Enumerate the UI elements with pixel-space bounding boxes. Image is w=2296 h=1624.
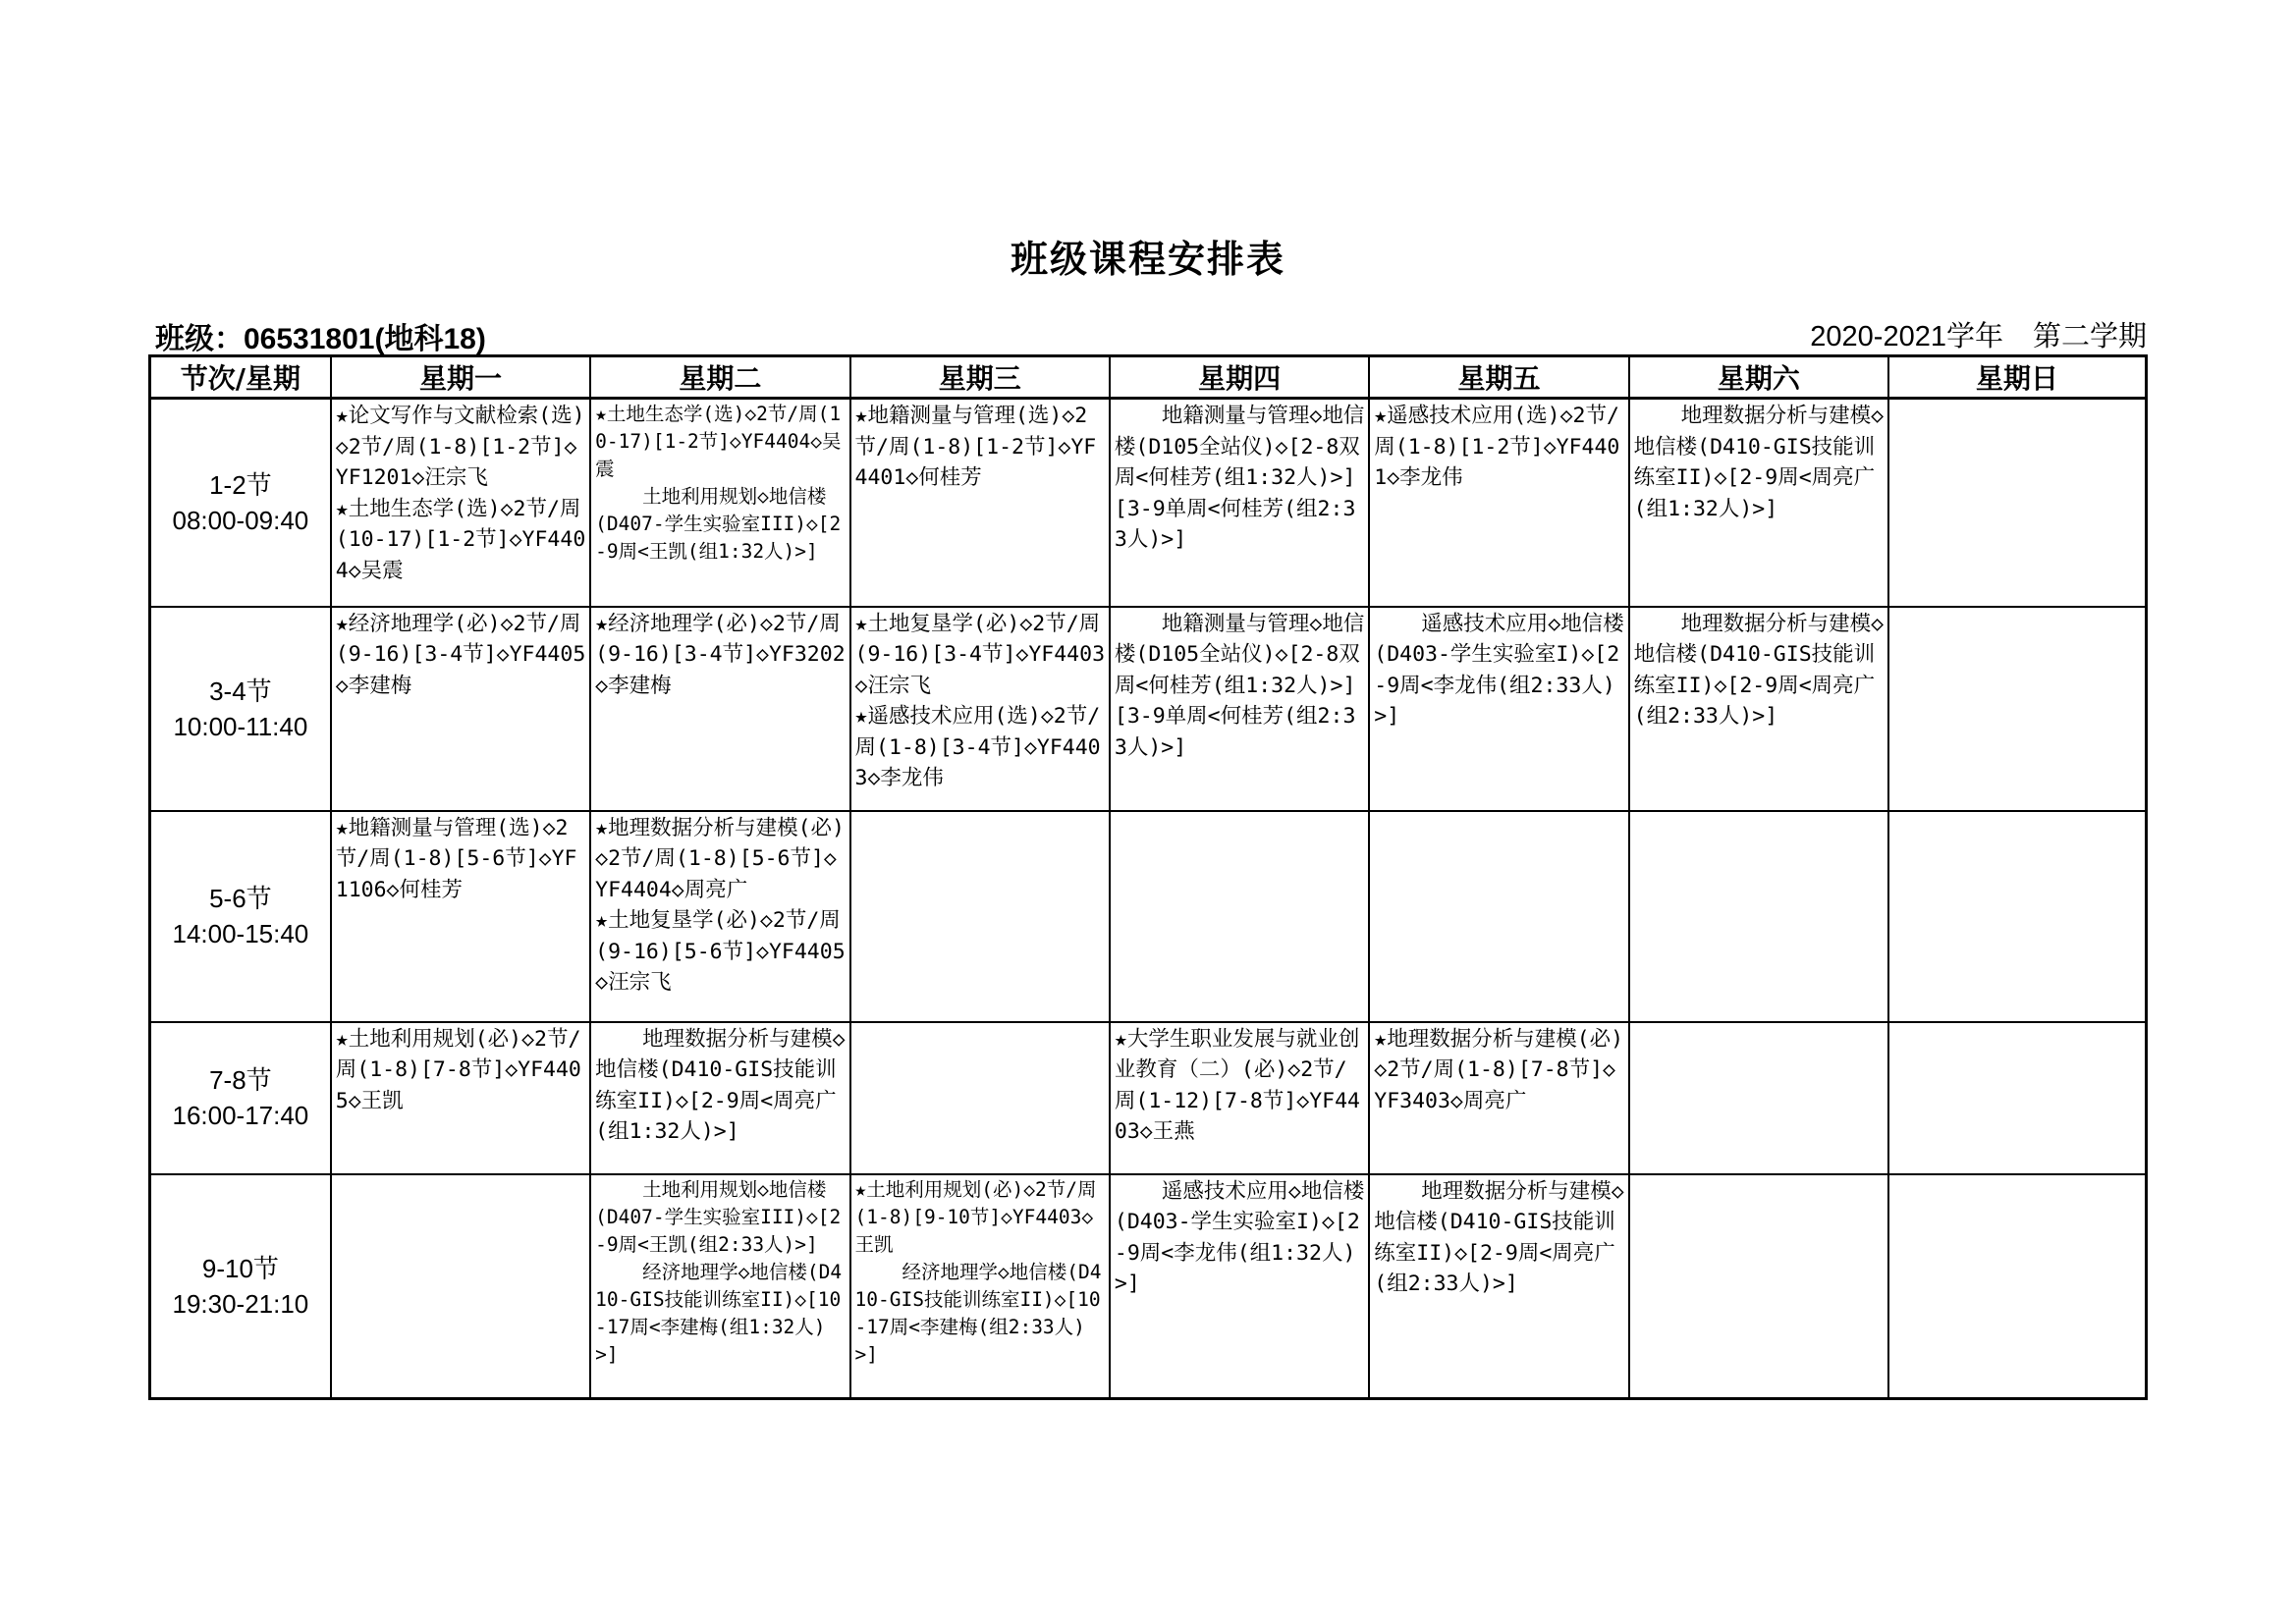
period-time: 10:00-11:40	[173, 711, 308, 741]
course-cell	[331, 1174, 590, 1399]
course-cell	[850, 1022, 1110, 1174]
course-cell	[331, 399, 590, 607]
course-cell	[1888, 1174, 2146, 1399]
course-cell	[1629, 607, 1888, 811]
course-cell	[1369, 1174, 1628, 1399]
course-entry: 地理数据分析与建模◇地信楼(D410-GIS技能训练室II)◇[2-9周<周亮广(组2:33人)>]	[1374, 1178, 1624, 1296]
course-entry: 地籍测量与管理◇地信楼(D105全站仪)◇[2-8双周<何桂芳(组1:32人)>][3-9单周<何桂芳(组2:33人)>]	[1114, 404, 1365, 552]
course-entry: 地理数据分析与建模◇地信楼(D410-GIS技能训练室II)◇[2-9周<周亮广(组1:32人)>]	[1633, 404, 1885, 521]
course-entry: ★地理数据分析与建模(必)◇2节/周(1-8)[7-8节]◇YF3403◇周亮广	[1374, 1026, 1624, 1113]
course-cell	[1369, 399, 1628, 607]
header-tuesday: 星期二	[590, 356, 849, 399]
course-cell	[1110, 811, 1369, 1022]
schedule-row	[150, 1174, 2147, 1399]
course-cell	[590, 399, 849, 607]
header-wednesday: 星期三	[850, 356, 1110, 399]
course-cell	[590, 607, 849, 811]
course-cell	[331, 811, 590, 1022]
course-cell	[1629, 1022, 1888, 1174]
course-entry: ★土地生态学(选)◇2节/周(10-17)[1-2节]◇YF4404◇吴震	[335, 496, 586, 583]
course-cell	[1369, 811, 1628, 1022]
period-time: 16:00-17:40	[172, 1101, 309, 1130]
course-cell	[1369, 1022, 1628, 1174]
course-cell	[850, 399, 1110, 607]
course-cell	[1629, 811, 1888, 1022]
course-entry: ★经济地理学(必)◇2节/周(9-16)[3-4节]◇YF3202◇李建梅	[595, 611, 846, 698]
header-monday: 星期一	[331, 356, 590, 399]
course-entry: ★大学生职业发展与就业创业教育（二）(必)◇2节/周(1-12)[7-8节]◇YF4403◇王燕	[1114, 1026, 1360, 1144]
course-entry: 土地利用规划◇地信楼(D407-学生实验室III)◇[2-9周<王凯(组2:33人)>]	[595, 1177, 842, 1256]
course-entry: ★土地利用规划(必)◇2节/周(1-8)[9-10节]◇YF4403◇王凯	[854, 1177, 1097, 1256]
course-cell	[850, 607, 1110, 811]
course-cell	[1369, 607, 1628, 811]
schedule-body	[150, 399, 2147, 1399]
class-label: 班级：06531801(地科18)	[155, 323, 486, 355]
course-entry: 地理数据分析与建模◇地信楼(D410-GIS技能训练室II)◇[2-9周<周亮广(组1:32人)>]	[595, 1026, 846, 1144]
period-time: 14:00-15:40	[172, 919, 309, 948]
period-time: 08:00-09:40	[172, 505, 309, 535]
course-entry: ★地籍测量与管理(选)◇2节/周(1-8)[5-6节]◇YF1106◇何桂芳	[335, 815, 577, 902]
header-row	[150, 356, 2147, 399]
course-entry: ★土地复垦学(必)◇2节/周(9-16)[5-6节]◇YF4405◇汪宗飞	[595, 908, 846, 995]
header-saturday: 星期六	[1629, 356, 1888, 399]
course-cell	[1888, 811, 2146, 1022]
course-cell	[1629, 1174, 1888, 1399]
schedule-row	[150, 607, 2147, 811]
course-entry: ★遥感技术应用(选)◇2节/周(1-8)[1-2节]◇YF4401◇李龙伟	[1374, 404, 1620, 490]
course-entry: ★土地利用规划(必)◇2节/周(1-8)[7-8节]◇YF4405◇王凯	[335, 1026, 581, 1113]
course-entry: 土地利用规划◇地信楼(D407-学生实验室III)◇[2-9周<王凯(组1:32人)>]	[595, 485, 842, 563]
schedule-row	[150, 399, 2147, 607]
period-cell	[150, 607, 331, 811]
period-label: 3-4节	[209, 676, 272, 706]
schedule-row	[150, 811, 2147, 1022]
period-label: 9-10节	[201, 1253, 279, 1283]
course-cell	[1888, 1022, 2146, 1174]
page-title: 班级课程安排表	[1010, 238, 1285, 281]
course-entry: ★经济地理学(必)◇2节/周(9-16)[3-4节]◇YF4405◇李建梅	[335, 611, 586, 698]
period-time: 19:30-21:10	[172, 1288, 309, 1319]
period-label: 1-2节	[209, 469, 272, 500]
semester: 第二学期	[2032, 321, 2147, 352]
header-period: 节次/星期	[150, 356, 331, 399]
course-entry: 遥感技术应用◇地信楼(D403-学生实验室I)◇[2-9周<李龙伟(组1:32人)>]	[1114, 1178, 1365, 1296]
course-cell	[590, 1174, 849, 1399]
period-label: 7-8节	[209, 1065, 272, 1095]
course-cell	[1629, 399, 1888, 607]
header-sunday: 星期日	[1888, 356, 2146, 399]
term-info	[1810, 314, 2147, 354]
course-cell	[331, 1022, 590, 1174]
schedule-table	[148, 354, 2148, 1400]
course-entry: 地籍测量与管理◇地信楼(D105全站仪)◇[2-8双周<何桂芳(组1:32人)>][3-9单周<何桂芳(组2:33人)>]	[1114, 611, 1365, 760]
course-cell	[1888, 399, 2146, 607]
course-entry: 地理数据分析与建模◇地信楼(D410-GIS技能训练室II)◇[2-9周<周亮广(组2:33人)>]	[1633, 611, 1885, 729]
period-cell	[150, 811, 331, 1022]
course-cell	[590, 811, 849, 1022]
period-cell	[150, 399, 331, 607]
course-cell	[331, 607, 590, 811]
course-cell	[850, 811, 1110, 1022]
course-entry: ★论文写作与文献检索(选)◇2节/周(1-8)[1-2节]◇YF1201◇汪宗飞	[335, 404, 585, 490]
course-entry: 经济地理学◇地信楼(D410-GIS技能训练室II)◇[10-17周<李建梅(组2:33人)>]	[854, 1260, 1102, 1366]
academic-year: 2020-2021学年	[1810, 321, 2003, 352]
course-entry: ★土地复垦学(必)◇2节/周(9-16)[3-4节]◇YF4403◇汪宗飞	[854, 611, 1106, 698]
period-cell	[150, 1174, 331, 1399]
course-cell	[590, 1022, 849, 1174]
course-entry: 经济地理学◇地信楼(D410-GIS技能训练室II)◇[10-17周<李建梅(组1:32人)>]	[595, 1260, 843, 1366]
course-entry: ★地籍测量与管理(选)◇2节/周(1-8)[1-2节]◇YF4401◇何桂芳	[854, 404, 1097, 490]
period-cell	[150, 1022, 331, 1174]
header-friday: 星期五	[1369, 356, 1628, 399]
course-cell	[850, 1174, 1110, 1399]
course-entry: ★地理数据分析与建模(必)◇2节/周(1-8)[5-6节]◇YF4404◇周亮广	[595, 815, 845, 902]
course-cell	[1110, 1174, 1369, 1399]
course-cell	[1888, 607, 2146, 811]
period-label: 5-6节	[209, 884, 272, 913]
course-entry: ★遥感技术应用(选)◇2节/周(1-8)[3-4节]◇YF4403◇李龙伟	[854, 704, 1101, 790]
course-entry: ★土地生态学(选)◇2节/周(10-17)[1-2节]◇YF4404◇吴震	[595, 403, 842, 480]
course-cell	[1110, 607, 1369, 811]
schedule-row	[150, 1022, 2147, 1174]
course-cell	[1110, 399, 1369, 607]
header-thursday: 星期四	[1110, 356, 1369, 399]
course-cell	[1110, 1022, 1369, 1174]
course-entry: 遥感技术应用◇地信楼(D403-学生实验室I)◇[2-9周<李龙伟(组2:33人)>]	[1374, 611, 1624, 729]
